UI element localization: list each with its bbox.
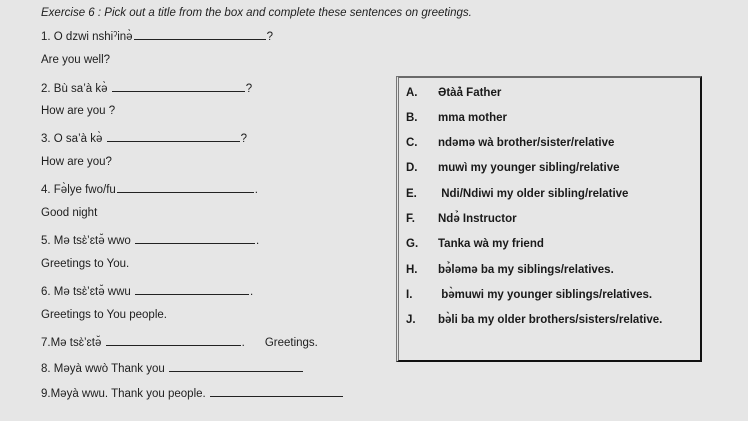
item-text: bə̉ləmə ba my siblings/relatives. xyxy=(438,264,614,276)
answer-blank-7[interactable] xyxy=(106,334,241,346)
word-box-item-h xyxy=(406,264,614,276)
word-box-item-d xyxy=(406,162,620,174)
word-box-item-a xyxy=(406,87,501,99)
item-text: Tanka wà my friend xyxy=(438,238,544,250)
sentence-1 xyxy=(41,28,273,43)
sentence-4 xyxy=(41,181,258,196)
item-text: muwì my younger sibling/relative xyxy=(438,162,620,174)
sentence-prompt: 9.Məyà wwu. Thank you people. xyxy=(41,388,206,400)
item-letter: D. xyxy=(406,162,418,174)
answer-blank-8[interactable] xyxy=(169,360,303,372)
sentence-end: . xyxy=(254,184,258,196)
sentence-end: ? xyxy=(266,31,273,43)
sentence-prompt: 8. Məyà wwò Thank you xyxy=(41,363,165,375)
item-letter: C. xyxy=(406,137,418,149)
sentence-7 xyxy=(41,334,318,349)
sentence-end: . xyxy=(241,337,245,349)
item-letter: A. xyxy=(406,87,418,99)
sentence-5 xyxy=(41,232,259,247)
translation-6: Greetings to You people. xyxy=(41,309,167,321)
item-letter: H. xyxy=(406,264,418,276)
item-letter: F. xyxy=(406,213,415,225)
word-box-item-j xyxy=(406,314,662,326)
item-text: Ətàà̉ Father xyxy=(438,87,502,99)
item-letter: J. xyxy=(406,314,416,326)
sentence-prompt: 6. Mə tsɛ̀’ɛtə̆ wwu xyxy=(41,286,131,298)
sentence-end: . xyxy=(256,235,260,247)
item-letter: G. xyxy=(406,238,419,250)
item-text: bə̀muwi my younger siblings/relatives. xyxy=(438,289,653,301)
word-box-item-g xyxy=(406,238,544,250)
word-box-item-i xyxy=(406,289,652,301)
item-text: Ndi/Ndiwi my older sibling/relative xyxy=(438,188,629,200)
word-box-item-e xyxy=(406,188,628,200)
answer-blank-6[interactable] xyxy=(135,283,249,295)
answer-blank-1[interactable] xyxy=(134,28,266,40)
sentence-prompt: 5. Mə tsɛ̀’ɛtə̆ wwo xyxy=(41,235,131,247)
translation-4: Good night xyxy=(41,207,98,219)
word-box xyxy=(396,76,702,362)
answer-blank-9[interactable] xyxy=(210,385,343,397)
sentence-3 xyxy=(41,130,247,145)
sentence-prompt: 4. Fə̀lye fwo/fu xyxy=(41,184,116,196)
sentence-prompt: 1. O dzwi nshiˀinə̀ xyxy=(41,31,133,43)
answer-blank-4[interactable] xyxy=(117,181,254,193)
translation-7: Greetings. xyxy=(264,337,318,349)
translation-1: Are you well? xyxy=(41,54,111,66)
translation-3: How are you? xyxy=(41,156,112,168)
sentence-8 xyxy=(41,360,304,375)
item-text: Ndə̉ Instructor xyxy=(438,213,517,225)
item-letter: E. xyxy=(406,188,417,200)
word-box-item-c xyxy=(406,137,614,149)
item-letter: I. xyxy=(406,289,413,301)
sentence-prompt: 3. O sa’à kə̀ xyxy=(41,133,103,145)
sentence-end: ? xyxy=(240,133,247,145)
exercise-title: Exercise 6 : Pick out a title from the box and complete these sentences on greetings. xyxy=(41,7,472,19)
sentence-prompt: 2. Bù sa’à kə̀ xyxy=(41,83,108,95)
word-box-item-f xyxy=(406,213,517,225)
sentence-6 xyxy=(41,283,253,298)
answer-blank-2[interactable] xyxy=(112,80,245,92)
translation-2: How are you ? xyxy=(41,105,116,117)
sentence-prompt: 7.Mə tsɛ̀’ɛtə̆ xyxy=(41,337,102,349)
sentence-end: ? xyxy=(245,83,253,95)
answer-blank-3[interactable] xyxy=(107,130,240,142)
item-text: mma mother xyxy=(438,112,508,124)
answer-blank-5[interactable] xyxy=(135,232,255,244)
item-letter: B. xyxy=(406,112,418,124)
sentence-9 xyxy=(41,385,344,400)
item-text: ndəmə wà brother/sister/relative xyxy=(438,137,615,149)
item-text: bə̀li ba my older brothers/sisters/relative. xyxy=(438,314,663,326)
sentence-end: . xyxy=(250,286,254,298)
sentence-2 xyxy=(41,80,252,95)
word-box-item-b xyxy=(406,112,507,124)
translation-5: Greetings to You. xyxy=(41,258,130,270)
